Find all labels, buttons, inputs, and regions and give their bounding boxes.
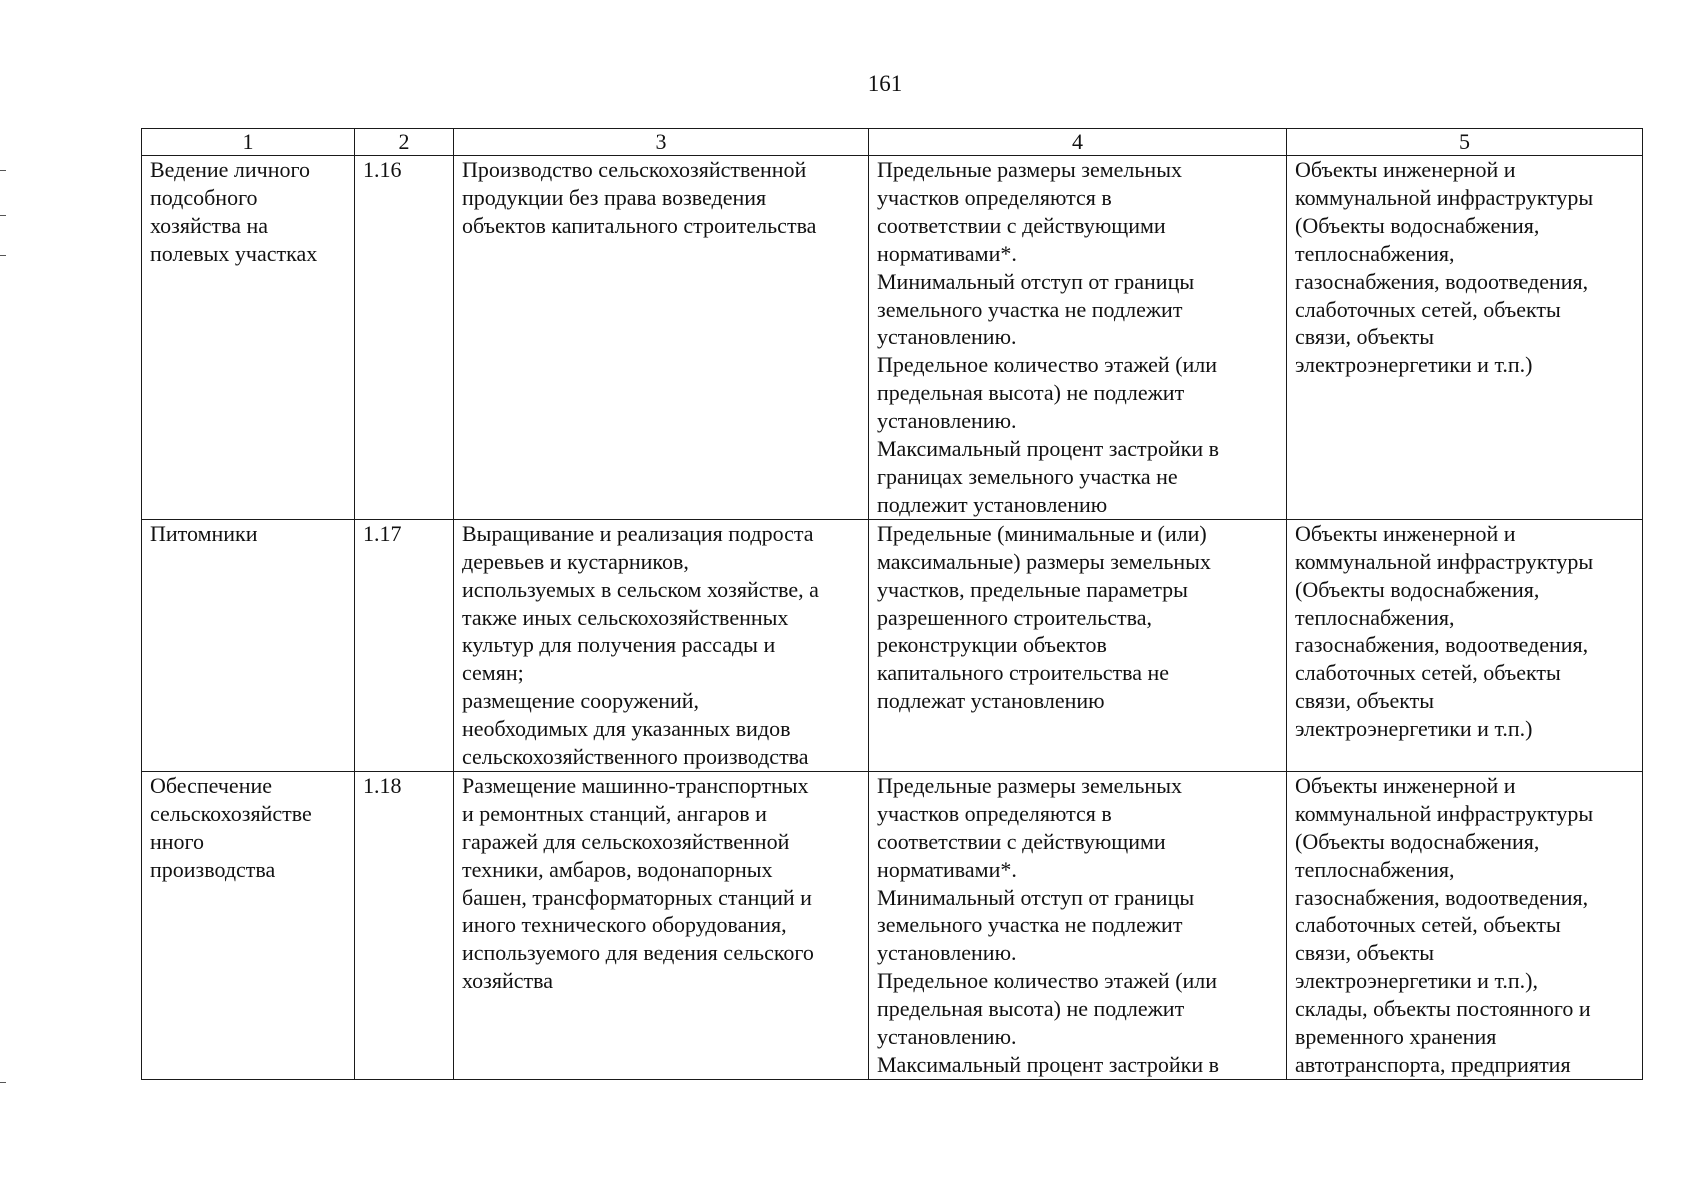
table-row — [142, 771, 1643, 1079]
use-type-objects: Объекты инженерной и коммунальной инфраструктуры (Объекты водоснабжения, теплоснабжения, газоснабжения, водоотведения, слаботочных сетей, объекты связи, объекты электроэнергетики и т.п.) — [1287, 519, 1643, 771]
table-header-row — [142, 129, 1643, 156]
column-header-4: 4 — [869, 129, 1287, 156]
use-type-name: Обеспечение сельскохозяйстве нного производства — [142, 771, 355, 1079]
use-type-objects: Объекты инженерной и коммунальной инфраструктуры (Объекты водоснабжения, теплоснабжения, газоснабжения, водоотведения, слаботочных сетей, объекты связи, объекты электроэнергетики и т.п.), склады, объекты постоянного и временного хранения автотранспорта, предприятия — [1287, 771, 1643, 1079]
margin-tick — [0, 215, 6, 216]
margin-tick — [0, 1082, 6, 1083]
column-header-2: 2 — [355, 129, 454, 156]
use-type-description: Производство сельскохозяйственной продукции без права возведения объектов капитального строительства — [454, 156, 869, 520]
land-use-table — [141, 128, 1643, 1080]
use-type-parameters: Предельные (минимальные и (или) максимальные) размеры земельных участков, предельные параметры разрешенного строительства, реконструкции объектов капитального строительства не подлежат установлению — [869, 519, 1287, 771]
margin-tick — [0, 255, 6, 256]
use-type-description: Размещение машинно-транспортных и ремонтных станций, ангаров и гаражей для сельскохозяйственной техники, амбаров, водонапорных башен, трансформаторных станций и иного технического оборудования, используемого для ведения сельского хозяйства — [454, 771, 869, 1079]
page-number: 161 — [867, 71, 903, 96]
use-type-name: Питомники — [142, 519, 355, 771]
use-type-code: 1.16 — [355, 156, 454, 520]
use-type-description: Выращивание и реализация подроста деревьев и кустарников, используемых в сельском хозяйстве, а также иных сельскохозяйственных культур для получения рассады и семян; размещение сооружений, необходимых для указанных видов сельскохозяйственного производства — [454, 519, 869, 771]
margin-tick — [0, 170, 6, 171]
column-header-5: 5 — [1287, 129, 1643, 156]
use-type-name: Ведение личного подсобного хозяйства на полевых участках — [142, 156, 355, 520]
table-row — [142, 519, 1643, 771]
use-type-code: 1.18 — [355, 771, 454, 1079]
use-type-code: 1.17 — [355, 519, 454, 771]
table-row — [142, 156, 1643, 520]
use-type-objects: Объекты инженерной и коммунальной инфраструктуры (Объекты водоснабжения, теплоснабжения, газоснабжения, водоотведения, слаботочных сетей, объекты связи, объекты электроэнергетики и т.п.) — [1287, 156, 1643, 520]
column-header-1: 1 — [142, 129, 355, 156]
use-type-parameters: Предельные размеры земельных участков определяются в соответствии с действующими нормативами*. Минимальный отступ от границы земельного участка не подлежит установлению. Предельное количество этажей (или предельная высота) не подлежит установлению. Максимальный процент застройки в границах земельного участка не подлежит установлению — [869, 156, 1287, 520]
column-header-3: 3 — [454, 129, 869, 156]
use-type-parameters: Предельные размеры земельных участков определяются в соответствии с действующими нормативами*. Минимальный отступ от границы земельного участка не подлежит установлению. Предельное количество этажей (или предельная высота) не подлежит установлению. Максимальный процент застройки в — [869, 771, 1287, 1079]
